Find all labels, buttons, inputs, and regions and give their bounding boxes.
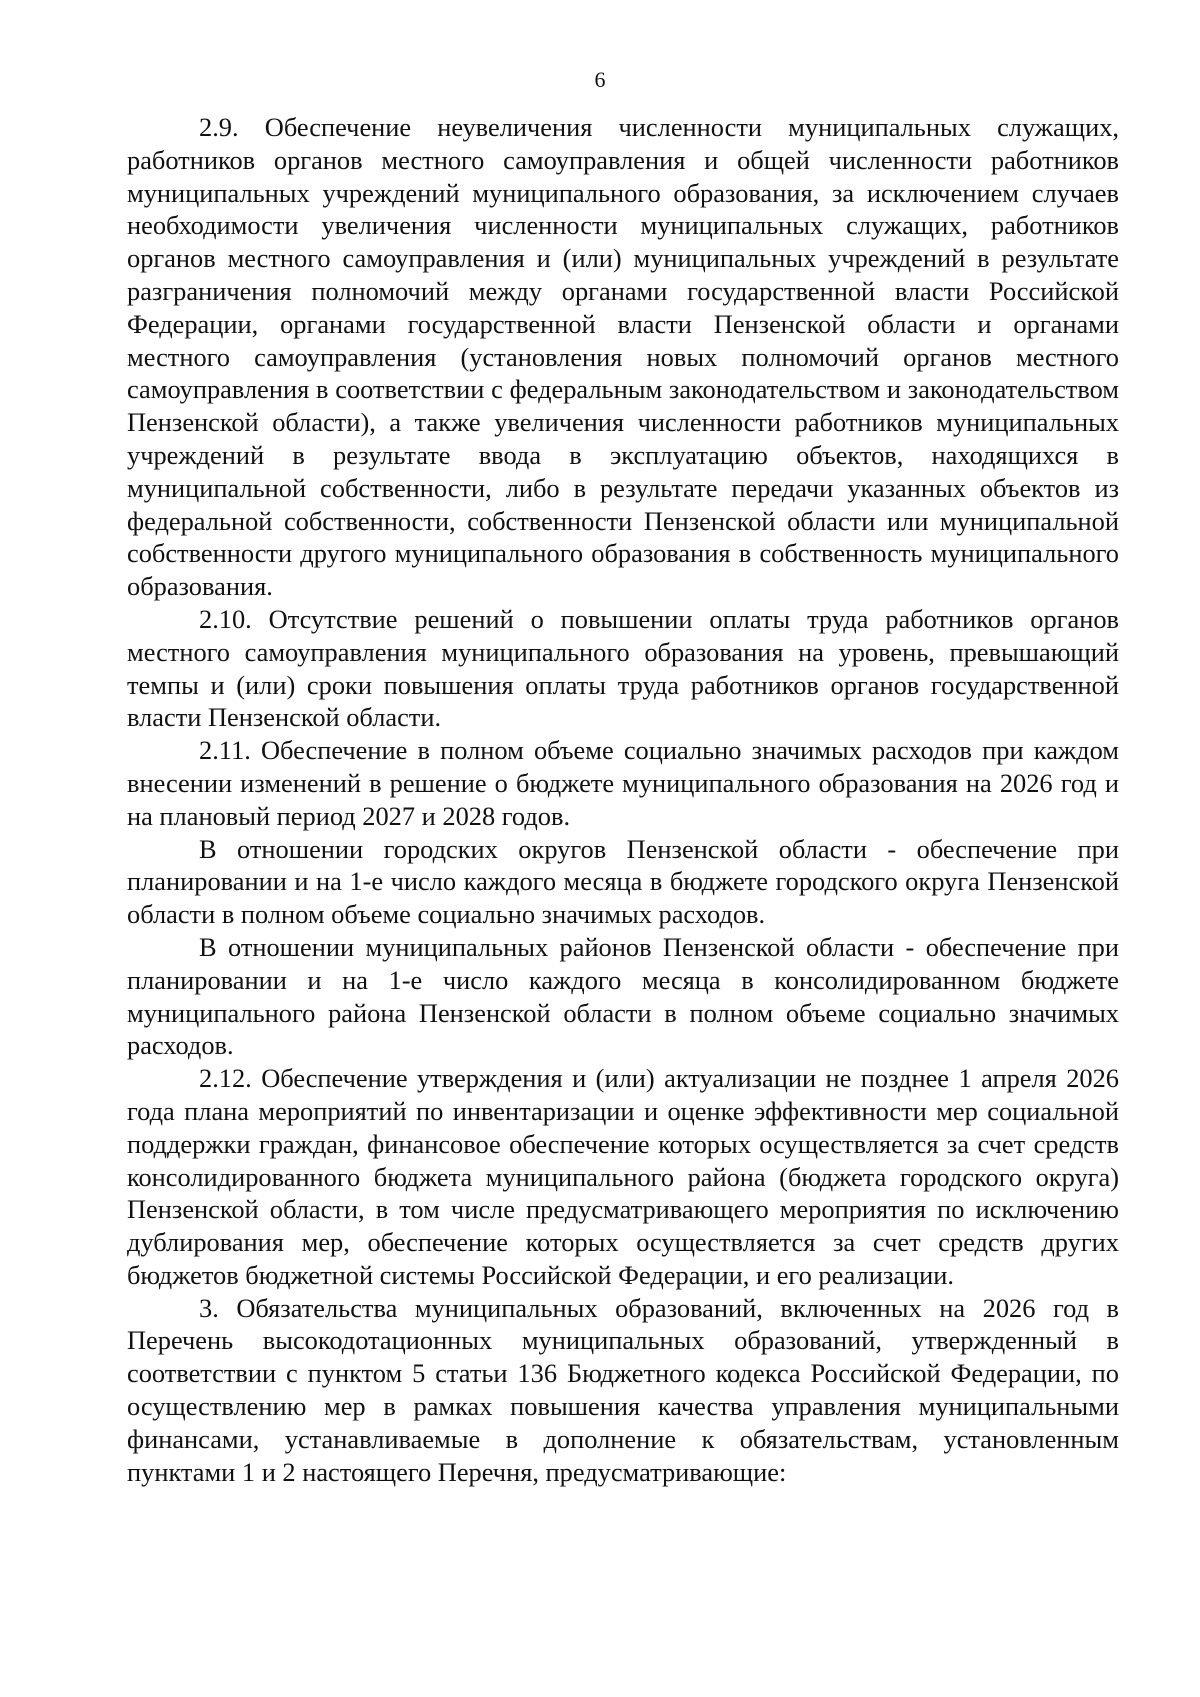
paragraph-2-9: 2.9. Обеспечение неувеличения численности муниципальных служащих, работников органов местного самоуправления и общей численности работников муниципальных учреждений муниципального образования, за исключением случаев необходимости увеличения численности муниципальных служащих, работников органов местного самоуправления и (или) муниципальных учреждений в результате разграничения полномочий между органами государственной власти Российской Федерации, органами государственной власти Пензенской области и органами местного самоуправления (установления новых полномочий органов местного самоуправления в соответствии с федеральным законодательством и законодательством Пензенской области), а также увеличения численности работников муниципальных учреждений в результате ввода в эксплуатацию объектов, находящихся в муниципальной собственности, либо в результате передачи указанных объектов из федеральной собственности, собственности Пензенской области или муниципальной собственности другого муниципального образования в собственность муниципального образования.: [127, 112, 1119, 602]
paragraph-2-12: 2.12. Обеспечение утверждения и (или) актуализации не позднее 1 апреля 2026 года плана мероприятий по инвентаризации и оценке эффективности мер социальной поддержки граждан, финансовое обеспечение которых осуществляется за счет средств консолидированного бюджета муниципального района (бюджета городского округа) Пензенской области, в том числе предусматривающего мероприятия по исключению дублирования мер, обеспечение которых осуществляется за счет средств других бюджетов бюджетной системы Российской Федерации, и его реализации.: [127, 1063, 1119, 1290]
paragraph-3: 3. Обязательства муниципальных образований, включенных на 2026 год в Перечень высокодотационных муниципальных образований, утвержденный в соответствии с пунктом 5 статьи 136 Бюджетного кодекса Российской Федерации, по осуществлению мер в рамках повышения качества управления муниципальными финансами, устанавливаемые в дополнение к обязательствам, установленным пунктами 1 и 2 настоящего Перечня, предусматривающие:: [127, 1292, 1119, 1487]
paragraph-2-10: 2.10. Отсутствие решений о повышении оплаты труда работников органов местного самоуправления муниципального образования на уровень, превышающий темпы и (или) сроки повышения оплаты труда работников органов государственной власти Пензенской области.: [127, 603, 1119, 733]
paragraph-2-11: 2.11. Обеспечение в полном объеме социально значимых расходов при каждом внесении изменений в решение о бюджете муниципального образования на 2026 год и на плановый период 2027 и 2028 годов.: [127, 735, 1119, 831]
page-number: 6: [594, 67, 606, 92]
paragraph-municipal-districts: В отношении муниципальных районов Пензенской области - обеспечение при планировании и на 1-е число каждого месяца в консолидированном бюджете муниципального района Пензенской области в полном объеме социально значимых расходов.: [127, 931, 1119, 1061]
document-body: [127, 111, 1119, 1488]
paragraph-urban-districts: В отношении городских округов Пензенской области - обеспечение при планировании и на 1-е число каждого месяца в бюджете городского округа Пензенской области в полном объеме социально значимых расходов.: [127, 833, 1119, 930]
